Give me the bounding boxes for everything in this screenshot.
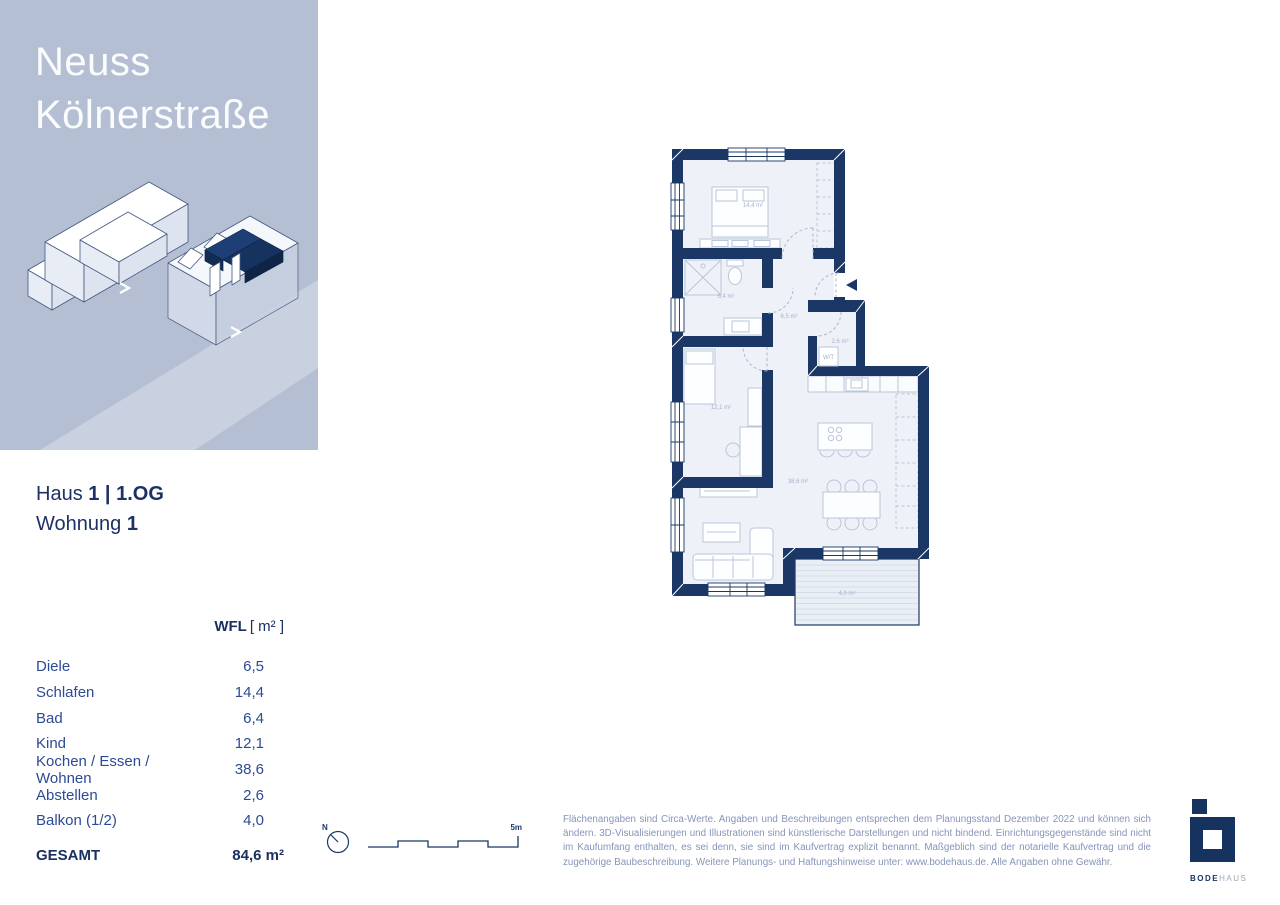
wohnen-area-label: 38,6 m² <box>787 479 809 485</box>
toilet <box>727 260 743 285</box>
window <box>671 498 684 552</box>
haus-value: 1 | 1.OG <box>88 483 164 505</box>
unit-label: [ m² ] <box>249 618 284 635</box>
window <box>671 298 684 332</box>
compass-and-scale <box>315 814 530 859</box>
balkon-area-label: 4,0 m² <box>838 591 856 597</box>
room-name: Abstellen <box>36 786 98 804</box>
kind-area-label: 12,1 m² <box>710 405 732 411</box>
balcony <box>795 559 919 625</box>
hero-panel <box>0 0 318 450</box>
abstellen-area-label: 2,6 m² <box>831 339 849 345</box>
diele-area-label: 6,5 m² <box>780 314 798 320</box>
brand-name-light: HAUS <box>1219 874 1248 883</box>
bed <box>712 187 768 237</box>
kids-closet <box>748 388 762 426</box>
kids-bed <box>684 349 715 404</box>
scale-bar <box>368 836 518 847</box>
brand-name <box>1186 874 1248 883</box>
unit-info <box>36 479 164 539</box>
table-row <box>36 680 284 706</box>
table-total-row <box>36 846 284 866</box>
north-label: N <box>322 823 328 832</box>
project-title-line2: Kölnerstraße <box>35 93 270 137</box>
total-value: 84,6 m² <box>232 847 284 865</box>
total-label: GESAMT <box>36 847 101 865</box>
area-table-header <box>36 618 284 635</box>
window <box>728 148 785 161</box>
wfl-label: WFL <box>214 618 247 635</box>
entrance-arrow-icon <box>846 279 857 291</box>
washer-label: W/T <box>823 355 834 361</box>
window <box>708 583 765 596</box>
schlafen-area-label: 14,4 m² <box>742 203 764 209</box>
room-area: 12,1 <box>234 735 264 753</box>
dining-set <box>823 480 880 530</box>
room-name: Bad <box>36 709 63 727</box>
room-name: Kind <box>36 735 67 753</box>
room-area: 38,6 <box>234 761 264 779</box>
table-row <box>36 808 284 834</box>
bad-area-label: 6,4 m² <box>717 294 735 300</box>
room-area: 2,6 <box>243 786 264 804</box>
project-title <box>35 36 270 142</box>
wohnung-value: 1 <box>126 513 138 535</box>
room-area: 6,4 <box>243 709 264 727</box>
brand-logo <box>1186 795 1248 883</box>
room-area: 4,0 <box>243 812 264 830</box>
table-row <box>36 782 284 808</box>
scale-length-label: 5m <box>510 823 522 832</box>
area-table <box>36 618 284 866</box>
haus-line <box>36 479 164 509</box>
bath-vanity <box>724 318 762 335</box>
kitchen-counter <box>808 376 918 392</box>
brand-name-bold: BODE <box>1190 874 1220 883</box>
desk-chair <box>726 443 740 457</box>
balcony-door-window <box>823 547 878 560</box>
room-area: 6,5 <box>243 658 264 676</box>
desk <box>740 427 762 476</box>
window <box>671 183 684 230</box>
wohnung-line <box>36 509 164 539</box>
room-name: Diele <box>36 658 71 676</box>
haus-label: Haus <box>36 483 89 505</box>
room-name: Balkon (1/2) <box>36 812 117 830</box>
table-row <box>36 654 284 680</box>
room-name: Schlafen <box>36 684 95 702</box>
wohnung-label: Wohnung <box>36 513 127 535</box>
window <box>671 402 684 462</box>
table-row <box>36 752 284 787</box>
disclaimer-text: Flächenangaben sind Circa-Werte. Angaben und Beschreibungen entsprechen dem Planungsstand Dezember 2022 und können sich ändern. 3D-Visualisierungen und Illustrationen sind künstlerische Darstellungen und nicht bindend. Einrichtungsgegenstände sind nicht im Kaufumfang enthalten, es sei denn, sie sind im Kaufvertrag explizit benannt. Maßgeblich sind der notarielle Kaufvertrag und die zugehörige Baubeschreibung. Weitere Planungs- und Haftungshinweise unter: www.bodehaus.de. Alle Angaben ohne Gewähr. <box>563 814 1151 868</box>
table-row <box>36 705 284 731</box>
compass-needle <box>331 835 339 843</box>
floorplan <box>650 140 950 640</box>
building-left-illustration <box>28 182 188 310</box>
bodehaus-logo-icon <box>1186 795 1240 865</box>
room-area: 14,4 <box>234 684 264 702</box>
project-title-line1: Neuss <box>35 40 151 84</box>
room-name: Kochen / Essen / Wohnen <box>36 752 150 787</box>
